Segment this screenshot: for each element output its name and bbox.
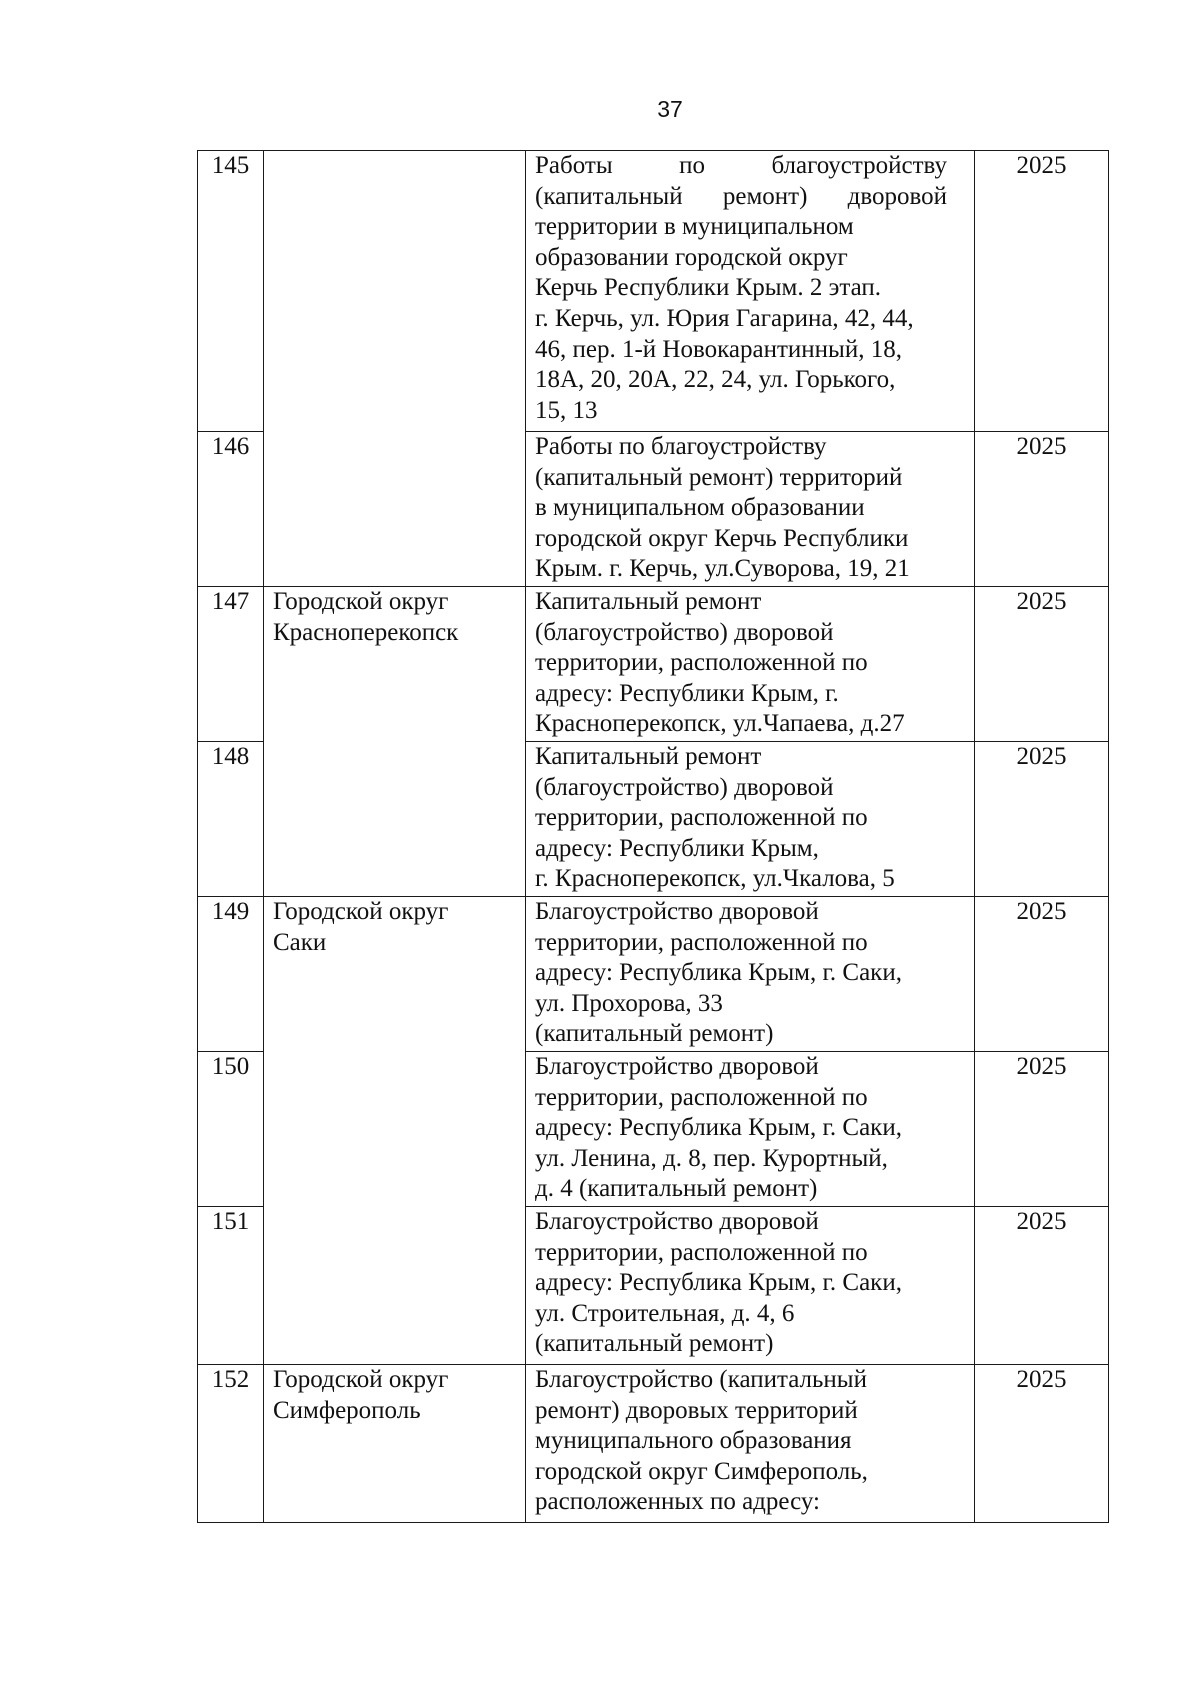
description-line: д. 4 (капитальный ремонт)	[535, 1175, 818, 1203]
description-line: г. Керчь, ул. Юрия Гагарина, 42, 44,	[535, 304, 914, 332]
region-line: Саки	[273, 928, 327, 956]
description-line: Благоустройство дворовой	[535, 1208, 819, 1235]
description-line: Крым. г. Керчь, ул.Суворова, 19, 21	[535, 555, 910, 583]
description-line: адресу: Республика Крым, г. Саки,	[535, 959, 902, 987]
projects-table	[197, 150, 1109, 1523]
region-line: Городской округ	[273, 1366, 449, 1393]
row-number-cell: 146	[198, 432, 264, 587]
description-line: (благоустройство) дворовой	[535, 618, 834, 646]
description-line: территории, расположенной по	[535, 928, 868, 956]
description-line: ул. Прохорова, 33	[535, 989, 723, 1017]
description-line: г. Красноперекопск, ул.Чкалова, 5	[535, 865, 895, 893]
description-word: Работы	[535, 152, 613, 179]
description-cell	[526, 897, 975, 1052]
year-cell: 2025	[975, 1207, 1109, 1365]
description-line: образовании городской округ	[535, 243, 848, 271]
description-line: Капитальный ремонт	[535, 743, 762, 770]
description-line: в муниципальном образовании	[535, 494, 865, 522]
description-line	[535, 182, 947, 213]
description-line: Красноперекопск, ул.Чапаева, д.27	[535, 710, 905, 738]
description-cell	[526, 1365, 975, 1523]
description-line: адресу: Республика Крым, г. Саки,	[535, 1114, 902, 1142]
description-line: 46, пер. 1-й Новокарантинный, 18,	[535, 335, 902, 363]
year-cell: 2025	[975, 432, 1109, 587]
description-cell	[526, 742, 975, 897]
description-line: территории, расположенной по	[535, 1083, 868, 1111]
year-cell: 2025	[975, 1052, 1109, 1207]
region-cell	[264, 151, 526, 587]
description-line: городской округ Керчь Республики	[535, 524, 909, 552]
year-cell: 2025	[975, 1365, 1109, 1523]
description-cell	[526, 151, 975, 432]
region-line: Симферополь	[273, 1396, 421, 1424]
row-number-cell: 151	[198, 1207, 264, 1365]
year-cell: 2025	[975, 587, 1109, 742]
description-line	[535, 151, 947, 182]
region-cell	[264, 897, 526, 1365]
table-row	[198, 587, 1109, 742]
row-number-cell: 147	[198, 587, 264, 742]
description-line: ул. Строительная, д. 4, 6	[535, 1299, 795, 1327]
description-line: адресу: Республики Крым,	[535, 834, 819, 862]
description-line: (капитальный ремонт)	[535, 1330, 774, 1358]
description-line: Керчь Республики Крым. 2 этап.	[535, 274, 881, 302]
table-row	[198, 897, 1109, 1052]
row-number-cell: 149	[198, 897, 264, 1052]
description-word: по	[679, 152, 705, 179]
description-line: адресу: Республика Крым, г. Саки,	[535, 1269, 902, 1297]
year-cell: 2025	[975, 897, 1109, 1052]
table-row	[198, 151, 1109, 432]
region-line: Городской округ	[273, 898, 449, 925]
row-number-cell: 152	[198, 1365, 264, 1523]
description-line: 15, 13	[535, 396, 598, 424]
table-row	[198, 1365, 1109, 1523]
description-word: (капитальный	[535, 182, 683, 210]
description-line: Благоустройство (капитальный	[535, 1366, 867, 1393]
description-cell	[526, 432, 975, 587]
description-line: ремонт) дворовых территорий	[535, 1396, 858, 1424]
description-line: городской округ Симферополь,	[535, 1457, 868, 1485]
description-word: благоустройству	[771, 152, 947, 179]
description-line: (благоустройство) дворовой	[535, 773, 834, 801]
description-word: дворовой	[847, 182, 947, 210]
page-number: 37	[657, 96, 683, 122]
region-cell	[264, 1365, 526, 1523]
description-cell	[526, 1207, 975, 1365]
description-line: территории, расположенной по	[535, 804, 868, 832]
description-line: муниципального образования	[535, 1427, 852, 1455]
description-line: адресу: Республики Крым, г.	[535, 679, 839, 707]
description-line: территории, расположенной по	[535, 1238, 868, 1266]
description-line: 18А, 20, 20А, 22, 24, ул. Горького,	[535, 366, 896, 394]
description-line: территории, расположенной по	[535, 649, 868, 677]
description-line: расположенных по адресу:	[535, 1488, 820, 1516]
description-line: Работы по благоустройству	[535, 433, 827, 460]
description-line: территории в муниципальном	[535, 213, 854, 241]
description-line: Капитальный ремонт	[535, 588, 762, 615]
description-line: (капитальный ремонт)	[535, 1020, 774, 1048]
description-word: ремонт)	[722, 182, 808, 210]
region-line: Красноперекопск	[273, 618, 459, 646]
year-cell: 2025	[975, 151, 1109, 432]
region-cell	[264, 587, 526, 897]
row-number-cell: 145	[198, 151, 264, 432]
description-line: Благоустройство дворовой	[535, 1053, 819, 1080]
row-number-cell: 148	[198, 742, 264, 897]
description-line: Благоустройство дворовой	[535, 898, 819, 925]
description-cell	[526, 587, 975, 742]
description-line: ул. Ленина, д. 8, пер. Курортный,	[535, 1144, 888, 1172]
description-line: (капитальный ремонт) территорий	[535, 463, 903, 491]
description-cell	[526, 1052, 975, 1207]
region-line: Городской округ	[273, 588, 449, 615]
row-number-cell: 150	[198, 1052, 264, 1207]
year-cell: 2025	[975, 742, 1109, 897]
